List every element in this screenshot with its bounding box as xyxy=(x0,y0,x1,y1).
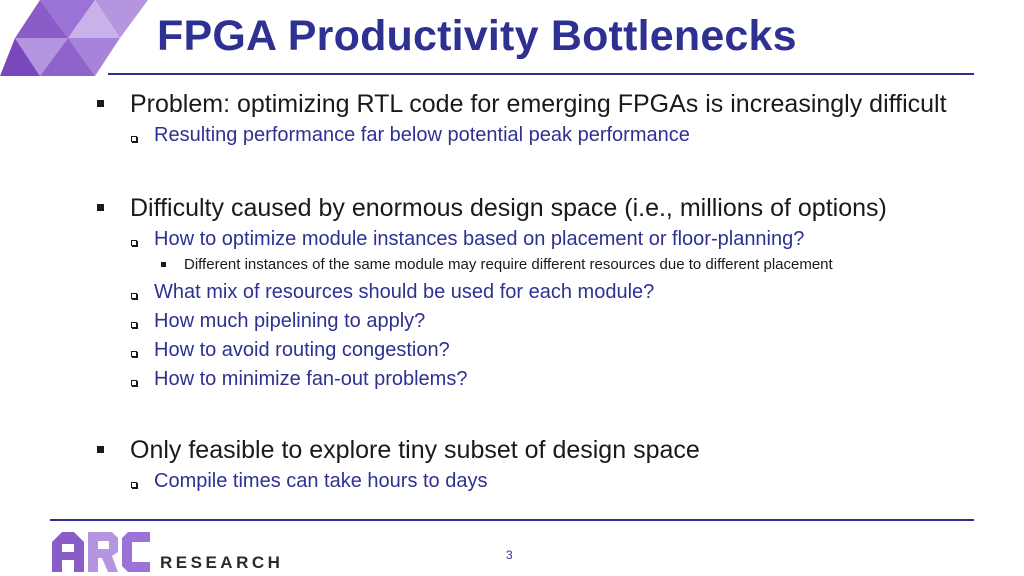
sub-bullet-marker xyxy=(131,240,137,246)
sub-bullet-text: Compile times can take hours to days xyxy=(154,470,488,492)
sub-bullet-text: How to avoid routing congestion? xyxy=(154,339,450,361)
title-divider xyxy=(108,73,974,75)
bullet-text: Problem: optimizing RTL code for emerging FPGAs is increasingly difficult xyxy=(130,90,947,118)
corner-logo-icon xyxy=(0,0,150,80)
bullet-marker xyxy=(97,100,104,107)
bullet-marker xyxy=(97,446,104,453)
slide-title: FPGA Productivity Bottlenecks xyxy=(157,12,797,60)
sub-bullet-text: Resulting performance far below potential peak performance xyxy=(154,124,690,146)
arc-logo-icon xyxy=(52,530,152,574)
bullet-text: Only feasible to explore tiny subset of design space xyxy=(130,436,700,464)
bullet-text: Difficulty caused by enormous design space (i.e., millions of options) xyxy=(130,194,887,222)
sub-bullet-text: What mix of resources should be used for each module? xyxy=(154,281,655,303)
page-number: 3 xyxy=(506,548,513,562)
sub-sub-bullet-text: Different instances of the same module may require different resources due to different placement xyxy=(184,256,833,273)
sub-sub-bullet-marker xyxy=(161,262,166,267)
sub-bullet-marker xyxy=(131,380,137,386)
sub-bullet-text: How much pipelining to apply? xyxy=(154,310,426,332)
sub-bullet-marker xyxy=(131,482,137,488)
sub-bullet-marker xyxy=(131,293,137,299)
sub-bullet-text: How to optimize module instances based on placement or floor-planning? xyxy=(154,228,805,250)
sub-bullet-marker xyxy=(131,351,137,357)
bullet-marker xyxy=(97,204,104,211)
sub-bullet-text: How to minimize fan-out problems? xyxy=(154,368,468,390)
sub-bullet-marker xyxy=(131,322,137,328)
logo-research-text: RESEARCH xyxy=(160,553,284,572)
sub-bullet-marker xyxy=(131,136,137,142)
footer-divider xyxy=(50,519,974,521)
